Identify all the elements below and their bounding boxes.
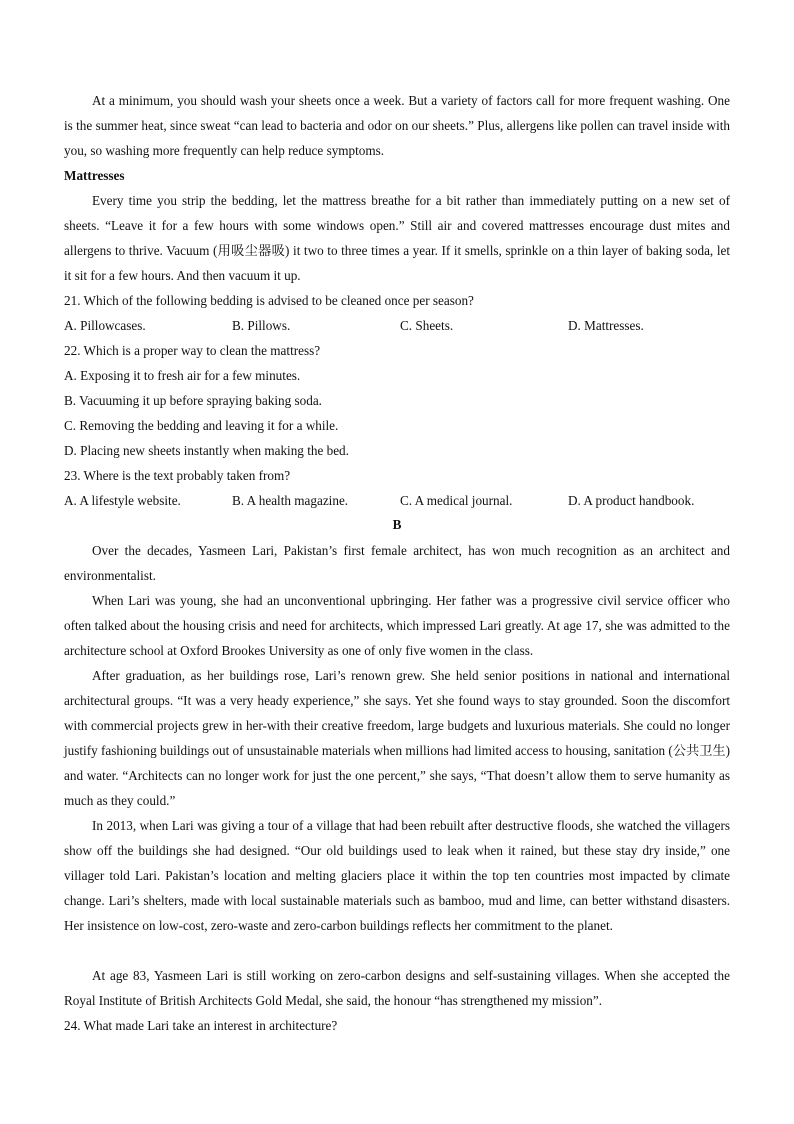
question-23-option-c: C. A medical journal.: [400, 493, 513, 508]
question-22-option-a: A. Exposing it to fresh air for a few minutes.: [64, 368, 301, 383]
question-23-option-b: B. A health magazine.: [232, 493, 349, 508]
question-23-stem: 23. Where is the text probably taken from?: [64, 468, 291, 483]
question-22-option-b: B. Vacuuming it up before spraying baking soda.: [64, 393, 322, 408]
passage-b-paragraph-1: Over the decades, Yasmeen Lari, Pakistan’s first female architect, has won much recognition as an architect and environmentalist.: [64, 543, 730, 583]
passage-b-paragraph-5: At age 83, Yasmeen Lari is still working on zero-carbon designs and self-sustaining villages. When she accepted the Royal Institute of British Architects Gold Medal, she said, the honour “has strengthened my mission”.: [64, 968, 730, 1008]
question-24-stem: 24. What made Lari take an interest in architecture?: [64, 1018, 338, 1033]
section-b-title: B: [392, 517, 402, 532]
question-23-option-d: D. A product handbook.: [568, 493, 695, 508]
passage-b-paragraph-4: In 2013, when Lari was giving a tour of a village that had been rebuilt after destructive floods, she watched the villagers show off the buildings she had designed. “Our old buildings used to leak when it rained, but these stay dry inside,” one villager told Lari. Pakistan’s location and melting glaciers place it within the top ten countries most impacted by climate change. Lari’s shelters, made with local sustainable materials such as bamboo, mud and lime, can better withstand disasters. Her insistence on low-cost, zero-waste and zero-carbon buildings reflects her commitment to the planet.: [64, 818, 730, 933]
passage-a-paragraph-2: Every time you strip the bedding, let the mattress breathe for a bit rather than immediately putting on a new set of sheets. “Leave it for a few hours with some windows open.” Still air and covered mattresses encourage dust mites and allergens to thrive. Vacuum (用吸尘器吸) it two to three times a year. If it smells, sprinkle on a thin layer of baking soda, let it sit for a few hours. And then vacuum it up.: [64, 193, 730, 283]
question-21-stem: 21. Which of the following bedding is advised to be cleaned once per season?: [64, 293, 474, 308]
question-21-option-d: D. Mattresses.: [568, 318, 644, 333]
passage-b-paragraph-2: When Lari was young, she had an unconventional upbringing. Her father was a progressive civil service officer who often talked about the housing crisis and need for architects, which impressed Lari greatly. At age 17, she was admitted to the architecture school at Oxford Brookes University as one of only five women in the class.: [64, 593, 730, 658]
question-21-option-a: A. Pillowcases.: [64, 318, 146, 333]
passage-a-paragraph-1: At a minimum, you should wash your sheets once a week. But a variety of factors call for more frequent washing. One is the summer heat, since sweat “can lead to bacteria and odor on our sheets.” Plus, allergens like pollen can travel inside with you, so washing more frequently can help reduce symptoms.: [64, 93, 730, 158]
passage-b-paragraph-3: After graduation, as her buildings rose, Lari’s renown grew. She held senior positions in national and international architectural groups. “It was a very heady experience,” she says. Yet she found ways to stay grounded. Soon the discomfort with commercial projects grew in her-with their creative freedom, large budgets and luxurious materials. She could no longer justify fashioning buildings out of unsustainable materials when millions had limited access to housing, sanitation (公共卫生) and water. “Architects can no longer work for just the one percent,” she says, “That doesn’t allow them to serve humanity as much as they could.”: [64, 668, 730, 808]
question-22-stem: 22. Which is a proper way to clean the mattress?: [64, 343, 321, 358]
section-heading-mattresses: Mattresses: [64, 168, 125, 183]
question-23-option-a: A. A lifestyle website.: [64, 493, 181, 508]
question-22-option-d: D. Placing new sheets instantly when making the bed.: [64, 443, 349, 458]
question-22-option-c: C. Removing the bedding and leaving it for a while.: [64, 418, 339, 433]
question-21-option-c: C. Sheets.: [400, 318, 454, 333]
question-21-option-b: B. Pillows.: [232, 318, 291, 333]
